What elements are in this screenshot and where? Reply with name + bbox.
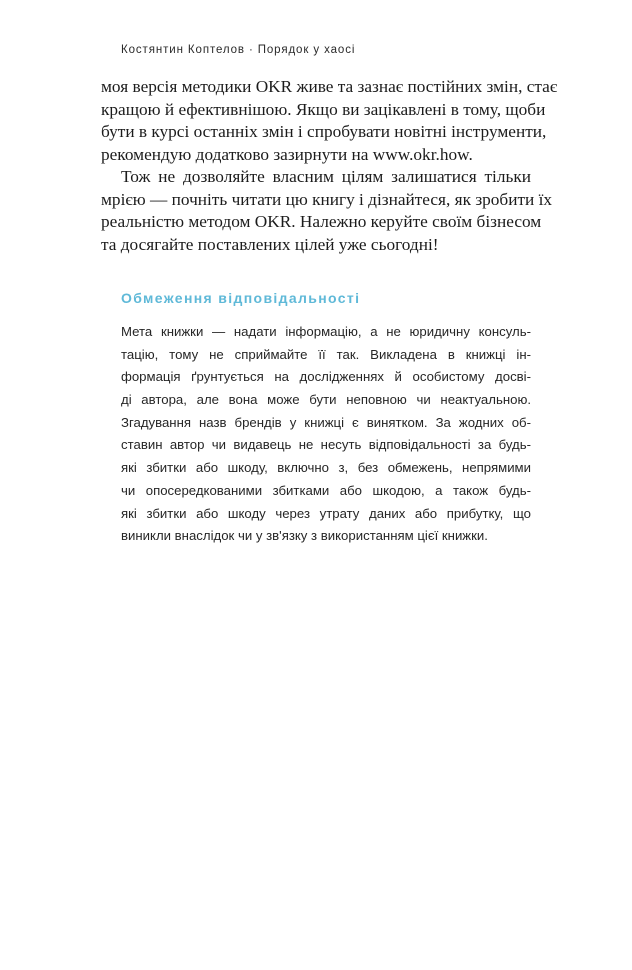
disclaimer-heading: Обмеження відповідальності	[121, 290, 361, 306]
disclaimer-line: формація ґрунтується на дослідженнях й особистому досві-	[121, 369, 531, 385]
main-text-line: кращою й ефективнішою. Якщо ви зацікавлені в тому, щоби	[101, 99, 546, 119]
disclaimer-line: Мета книжки — надати інформацію, а не юридичну консуль-	[121, 324, 531, 339]
running-header	[121, 44, 355, 56]
main-text-line: бути в курсі останніх змін і спробувати новітні інструменти,	[101, 122, 547, 141]
disclaimer-line: тацію, тому не сприймайте її так. Викладена в книжці ін-	[121, 346, 531, 362]
disclaimer-line: ставин автор чи видавець не несуть відповідальності за будь-	[121, 437, 531, 453]
header-separator: ·	[248, 44, 254, 56]
main-text-line: мрією — почніть читати цю книгу і дізнайтеся, як зробити їх	[101, 189, 553, 209]
disclaimer-line: які збитки або шкоду, включно з, без обмежень, непрямими	[121, 460, 531, 476]
disclaimer-line: ді автора, але вона може бути неповною чи неактуальною.	[121, 392, 531, 408]
disclaimer-line: виникли внаслідок чи у зв'язку з використанням цієї книжки.	[121, 528, 488, 544]
main-text-line: реальністю методом OKR. Належно керуйте своїм бізнесом	[101, 212, 542, 231]
disclaimer-line: Згадування назв брендів у книжці є винятком. За жодних об-	[121, 414, 531, 430]
disclaimer-line: чи опосередкованими збитками або шкодою, а також будь-	[121, 482, 531, 498]
header-book-title: Порядок у хаосі	[257, 44, 356, 56]
main-text-line: рекомендую додатково зазирнути на www.okr.how.	[101, 144, 473, 164]
main-text-line: та досягайте поставлених цілей уже сьогодні!	[101, 234, 439, 254]
disclaimer-paragraph	[121, 321, 531, 548]
main-text-line: моя версія методики OKR живе та зазнає постійних змін, стає	[101, 77, 558, 96]
main-paragraphs	[101, 76, 558, 256]
main-text-line: Тож не дозволяйте власним цілям залишатися тільки	[121, 167, 531, 186]
disclaimer-line: які збитки або шкоду через утрату даних або прибутку, що	[121, 505, 531, 521]
header-author: Костянтин Коптелов	[121, 44, 245, 56]
